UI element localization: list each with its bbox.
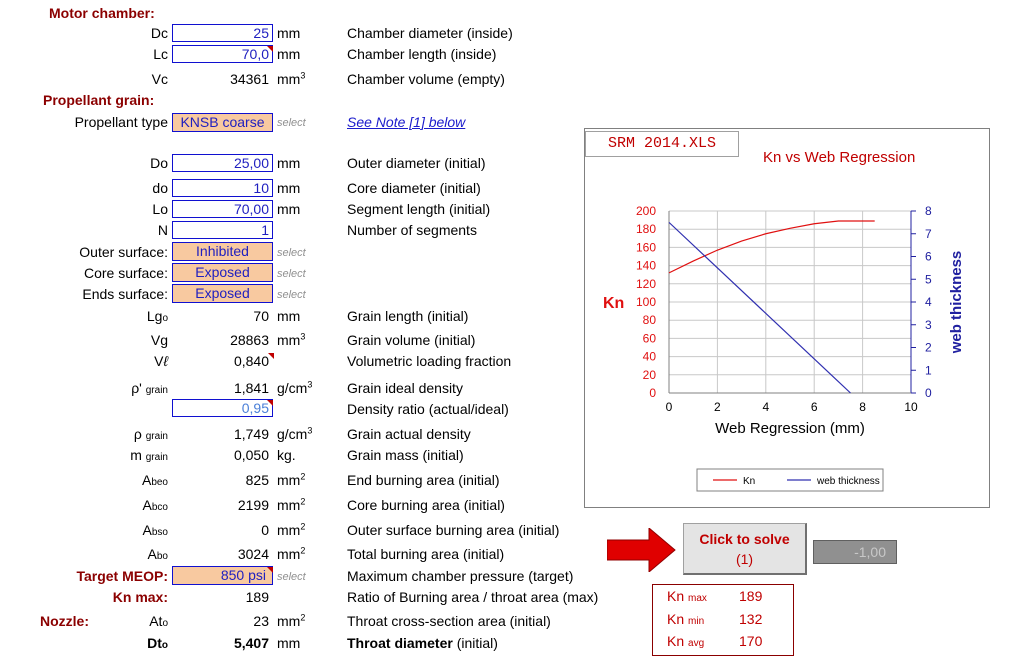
label-lgo: Lgo <box>146 308 168 324</box>
unit-rho: $g/cm^3$ <box>277 425 313 442</box>
desc-kn-max: Ratio of Burning area / throat area (max) <box>347 589 599 605</box>
value-mass: 0,050 <box>233 447 269 463</box>
unit-lo: mm <box>277 201 301 217</box>
kn-avg-row: Kn avg 170 <box>667 633 763 649</box>
density-ratio-input[interactable]: 0,95 <box>172 399 273 417</box>
lc-input[interactable]: 70,0 <box>172 45 273 63</box>
y-right-tick-label: 3 <box>925 317 932 332</box>
dc-input[interactable]: 25 <box>172 24 273 42</box>
y-right-tick-label: 1 <box>925 363 932 378</box>
x-tick-label: 6 <box>810 400 818 414</box>
label-kn-max: Kn max: <box>112 589 168 605</box>
y-left-tick-label: 120 <box>635 276 656 291</box>
section-nozzle: Nozzle: <box>40 613 89 629</box>
label-n: N <box>157 222 168 238</box>
unit-core-do: mm <box>277 180 301 196</box>
desc-dto: Throat diameter (initial) <box>347 635 498 651</box>
value-abso: 0 <box>261 522 269 538</box>
select-hint-outer: select <box>277 247 306 259</box>
value-rho: 1,749 <box>233 426 269 442</box>
label-lc: Lc <box>153 46 168 62</box>
select-hint-meop: select <box>277 571 306 583</box>
segments-input[interactable]: 1 <box>172 221 273 239</box>
legend-label-web: web thickness <box>817 476 880 487</box>
kn-summary-box <box>652 584 794 656</box>
desc-lgo: Grain length (initial) <box>347 308 469 324</box>
solve-label: Click to solve <box>699 531 790 547</box>
desc-core-do: Core diameter (initial) <box>347 180 481 196</box>
y-right-tick-label: 4 <box>925 295 932 309</box>
desc-abo: Total burning area (initial) <box>347 546 505 562</box>
unit-abco: $mm^2$ <box>277 496 306 513</box>
desc-meop: Maximum chamber pressure (target) <box>347 568 574 584</box>
unit-abeo: $mm^2$ <box>277 471 306 488</box>
unit-do: mm <box>277 155 301 171</box>
label-ends-surface: Ends surface: <box>82 286 168 302</box>
x-tick-label: 0 <box>665 400 673 414</box>
desc-lo: Segment length (initial) <box>347 201 491 217</box>
unit-dto: mm <box>277 635 301 651</box>
value-vg: 28863 <box>230 332 269 348</box>
x-tick-label: 4 <box>762 400 770 414</box>
core-surface-select[interactable]: Exposed <box>172 263 273 282</box>
comment-marker <box>268 353 274 359</box>
target-meop-select[interactable]: 850 psi <box>172 566 273 585</box>
desc-abso: Outer surface burning area (initial) <box>347 522 560 538</box>
solve-sublabel: (1) <box>735 551 754 567</box>
desc-mass: Grain mass (initial) <box>347 447 464 463</box>
label-abco: Abco <box>142 497 168 513</box>
chart-plot <box>585 129 989 507</box>
label-vl: Vℓ <box>154 353 168 369</box>
y-right-axis-label: web thickness <box>948 250 965 354</box>
value-vl: 0,840 <box>233 353 269 369</box>
select-hint-core: select <box>277 268 306 280</box>
x-axis-label: Web Regression (mm) <box>715 420 865 437</box>
y-left-tick-label: 80 <box>642 313 656 328</box>
desc-vg: Grain volume (initial) <box>347 332 476 348</box>
desc-ato: Throat cross-section area (initial) <box>347 613 551 629</box>
label-dc: Dc <box>150 25 168 41</box>
result-cell: -1,00 <box>813 540 897 564</box>
label-core-surface: Core surface: <box>83 265 168 281</box>
kn-max-row: Kn max 189 <box>667 588 763 604</box>
desc-rho-ideal: Grain ideal density <box>347 380 463 396</box>
chart-tag: SRM 2014.XLS <box>585 131 739 157</box>
y-left-tick-label: 20 <box>642 367 656 382</box>
y-left-tick-label: 140 <box>635 258 656 273</box>
desc-abco: Core burning area (initial) <box>347 497 505 513</box>
section-propellant-grain: Propellant grain: <box>43 92 155 108</box>
value-kn-max: 189 <box>245 589 269 605</box>
label-core-do: do <box>152 180 168 196</box>
y-left-tick-label: 180 <box>635 222 656 237</box>
core-diameter-input[interactable]: 10 <box>172 179 273 197</box>
comment-marker <box>267 400 273 406</box>
x-tick-label: 10 <box>904 400 918 414</box>
value-abeo: 825 <box>245 472 269 488</box>
label-mass: m grain <box>130 447 168 463</box>
label-rho-ideal: ρ' grain <box>131 380 168 396</box>
unit-vg: $mm^3$ <box>277 331 306 348</box>
y-right-tick-label: 6 <box>925 249 932 264</box>
x-tick-label: 2 <box>714 400 721 414</box>
unit-lgo: mm <box>277 308 301 324</box>
y-right-tick-label: 2 <box>925 340 932 355</box>
y-left-axis-label: Kn <box>603 295 625 312</box>
click-to-solve-button[interactable] <box>683 523 807 575</box>
legend-label-kn: Kn <box>743 476 756 487</box>
segment-length-input[interactable]: 70,00 <box>172 200 273 218</box>
unit-dc: mm <box>277 25 301 41</box>
value-ato: 23 <box>253 613 269 629</box>
label-vc: Vc <box>151 71 168 87</box>
unit-lc: mm <box>277 46 301 62</box>
kn-min-row: Kn min 132 <box>667 611 763 627</box>
unit-mass: kg. <box>277 447 296 463</box>
series-line-web-thickness <box>669 222 851 393</box>
x-tick-label: 8 <box>859 400 866 414</box>
label-vg: Vg <box>150 332 168 348</box>
value-dto: 5,407 <box>233 635 269 651</box>
label-abeo: Abeo <box>141 472 168 488</box>
unit-abo: $mm^2$ <box>277 545 306 562</box>
unit-rho-ideal: $g/cm^3$ <box>277 379 313 396</box>
outer-surface-select[interactable]: Inhibited <box>172 242 273 261</box>
label-propellant-type: Propellant type <box>74 114 168 130</box>
label-rho: ρ grain <box>133 426 168 442</box>
desc-lc: Chamber length (inside) <box>347 46 497 62</box>
y-left-tick-label: 160 <box>635 240 656 255</box>
chart-title: Kn vs Web Regression <box>763 149 916 166</box>
y-right-tick-label: 0 <box>925 386 932 400</box>
unit-vc: $mm^3$ <box>277 70 306 87</box>
label-lo: Lo <box>152 201 168 217</box>
y-left-tick-label: 100 <box>635 295 656 309</box>
desc-vc: Chamber volume (empty) <box>347 71 505 87</box>
arrow-right-icon <box>607 528 677 572</box>
desc-abeo: End burning area (initial) <box>347 472 500 488</box>
unit-ato: $mm^2$ <box>277 612 306 629</box>
kn-chart <box>584 128 990 508</box>
label-outer-surface: Outer surface: <box>79 244 168 260</box>
y-left-tick-label: 200 <box>635 204 656 218</box>
select-hint-ends: select <box>277 289 306 301</box>
y-right-tick-label: 8 <box>925 204 932 218</box>
desc-n: Number of segments <box>347 222 477 238</box>
section-motor-chamber: Motor chamber: <box>49 5 155 21</box>
desc-rho: Grain actual density <box>347 426 471 442</box>
value-rho-ideal: 1,841 <box>233 380 269 396</box>
ends-surface-select[interactable]: Exposed <box>172 284 273 303</box>
desc-dc: Chamber diameter (inside) <box>347 25 513 41</box>
label-abo: Abo <box>147 546 168 562</box>
value-abco: 2199 <box>237 497 269 513</box>
see-note-link[interactable]: See Note [1] below <box>347 114 466 130</box>
value-vc: 34361 <box>230 71 269 87</box>
y-right-tick-label: 7 <box>925 226 932 241</box>
unit-abso: $mm^2$ <box>277 521 306 538</box>
label-do: Do <box>150 155 168 171</box>
label-target-meop: Target MEOP: <box>76 568 168 584</box>
propellant-type-select[interactable]: KNSB coarse <box>172 113 273 132</box>
y-left-tick-label: 0 <box>649 386 656 400</box>
desc-ratio: Density ratio (actual/ideal) <box>347 401 509 417</box>
value-abo: 3024 <box>237 546 269 562</box>
label-ato: Ato <box>149 613 168 629</box>
label-abso: Abso <box>142 522 168 538</box>
comment-marker <box>267 46 273 52</box>
comment-marker <box>267 567 273 573</box>
select-hint-propellant: select <box>277 117 306 129</box>
value-lgo: 70 <box>253 308 269 324</box>
label-dto: Dto <box>147 635 168 651</box>
y-right-tick-label: 5 <box>925 272 932 287</box>
desc-vl: Volumetric loading fraction <box>347 353 512 369</box>
y-left-tick-label: 60 <box>642 331 656 346</box>
desc-do: Outer diameter (initial) <box>347 155 486 171</box>
outer-diameter-input[interactable]: 25,00 <box>172 154 273 172</box>
y-left-tick-label: 40 <box>642 349 656 364</box>
